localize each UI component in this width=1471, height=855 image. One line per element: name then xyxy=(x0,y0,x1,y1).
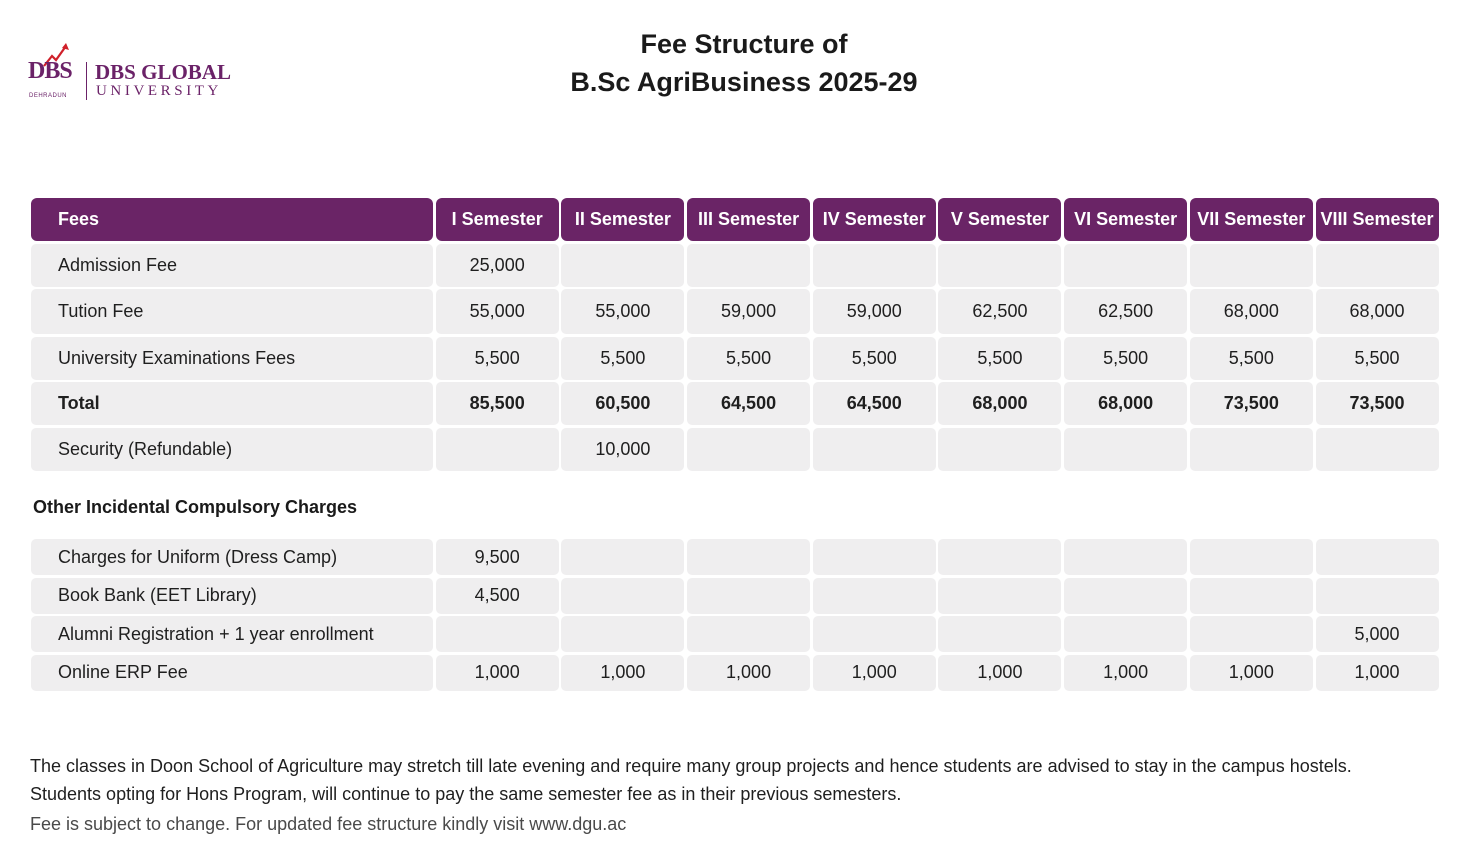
table-cell: 4,500 xyxy=(436,578,559,614)
table-cell xyxy=(813,616,936,652)
row-label-total: Total xyxy=(31,382,433,425)
other-charges-heading: Other Incidental Compulsory Charges xyxy=(33,497,358,517)
header-semester-3: III Semester xyxy=(687,198,810,241)
table-cell xyxy=(1190,428,1313,471)
fee-table xyxy=(31,198,1439,471)
page-title-line-1: Fee Structure of xyxy=(640,29,848,59)
table-cell xyxy=(687,428,810,471)
table-cell xyxy=(687,616,810,652)
table-cell xyxy=(1316,244,1439,287)
header-semester-2: II Semester xyxy=(561,198,684,241)
table-cell: 5,000 xyxy=(1316,616,1439,652)
table-cell xyxy=(813,244,936,287)
table-cell: 62,500 xyxy=(1064,289,1187,334)
table-cell xyxy=(436,616,559,652)
table-cell xyxy=(687,539,810,575)
table-cell: 5,500 xyxy=(813,337,936,380)
table-cell xyxy=(938,539,1061,575)
table-cell xyxy=(1064,428,1187,471)
table-cell: 5,500 xyxy=(938,337,1061,380)
table-cell xyxy=(1064,578,1187,614)
table-cell xyxy=(1316,428,1439,471)
logo-mark-text: DBS xyxy=(28,58,72,84)
page-title-line-2: B.Sc AgriBusiness 2025-29 xyxy=(570,67,918,97)
table-cell: 25,000 xyxy=(436,244,559,287)
table-cell: 1,000 xyxy=(687,655,810,691)
table-cell xyxy=(1064,244,1187,287)
table-cell xyxy=(813,539,936,575)
table-cell: 9,500 xyxy=(436,539,559,575)
table-cell xyxy=(938,578,1061,614)
table-cell: 1,000 xyxy=(1316,655,1439,691)
other-charges-table xyxy=(31,539,1439,691)
table-cell: 5,500 xyxy=(1316,337,1439,380)
table-cell xyxy=(1190,616,1313,652)
header-semester-8: VIII Semester xyxy=(1316,198,1439,241)
table-cell: 5,500 xyxy=(687,337,810,380)
header-semester-5: V Semester xyxy=(938,198,1061,241)
header-semester-6: VI Semester xyxy=(1064,198,1187,241)
table-cell: 1,000 xyxy=(561,655,684,691)
total-cell: 68,000 xyxy=(1064,382,1187,425)
total-cell: 64,500 xyxy=(813,382,936,425)
row-label-tution-fee: Tution Fee xyxy=(31,289,433,334)
table-cell: 5,500 xyxy=(561,337,684,380)
total-cell: 64,500 xyxy=(687,382,810,425)
table-cell: 62,500 xyxy=(938,289,1061,334)
note-hons-program: Students opting for Hons Program, will continue to pay the same semester fee as in their previous semesters. xyxy=(30,784,902,804)
table-cell xyxy=(1190,244,1313,287)
table-cell xyxy=(561,244,684,287)
table-cell: 59,000 xyxy=(687,289,810,334)
table-cell: 10,000 xyxy=(561,428,684,471)
total-cell: 60,500 xyxy=(561,382,684,425)
table-cell xyxy=(938,244,1061,287)
table-cell xyxy=(1190,578,1313,614)
table-cell xyxy=(1190,539,1313,575)
total-cell: 73,500 xyxy=(1316,382,1439,425)
table-cell: 59,000 xyxy=(813,289,936,334)
table-cell xyxy=(813,578,936,614)
logo-name-text: DBS GLOBAL xyxy=(95,60,231,84)
table-cell: 1,000 xyxy=(436,655,559,691)
table-cell xyxy=(1316,539,1439,575)
table-cell xyxy=(561,616,684,652)
row-label-uniform: Charges for Uniform (Dress Camp) xyxy=(31,539,433,575)
table-cell: 1,000 xyxy=(938,655,1061,691)
table-cell: 55,000 xyxy=(436,289,559,334)
note-fee-change: Fee is subject to change. For updated fee structure kindly visit www.dgu.ac xyxy=(30,814,627,834)
note-hostel-advice: The classes in Doon School of Agriculture may stretch till late evening and require many group projects and hence students are advised to stay in the campus hostels. xyxy=(30,756,1352,776)
table-cell: 68,000 xyxy=(1190,289,1313,334)
table-cell xyxy=(687,578,810,614)
table-cell: 1,000 xyxy=(813,655,936,691)
table-cell xyxy=(1064,539,1187,575)
row-label-security: Security (Refundable) xyxy=(31,428,433,471)
table-cell xyxy=(1064,616,1187,652)
total-cell: 73,500 xyxy=(1190,382,1313,425)
table-cell xyxy=(561,578,684,614)
table-cell xyxy=(687,244,810,287)
row-label-admission-fee: Admission Fee xyxy=(31,244,433,287)
total-cell: 68,000 xyxy=(938,382,1061,425)
table-cell: 68,000 xyxy=(1316,289,1439,334)
logo-subtitle-text: UNIVERSITY xyxy=(96,83,222,99)
total-cell: 85,500 xyxy=(436,382,559,425)
table-cell xyxy=(436,428,559,471)
row-label-exam-fees: University Examinations Fees xyxy=(31,337,433,380)
table-cell: 1,000 xyxy=(1064,655,1187,691)
row-label-online-erp-fee: Online ERP Fee xyxy=(31,655,433,691)
row-label-book-bank: Book Bank (EET Library) xyxy=(31,578,433,614)
table-cell: 5,500 xyxy=(436,337,559,380)
logo-city-text: DEHRADUN xyxy=(29,93,68,99)
table-cell: 5,500 xyxy=(1190,337,1313,380)
table-cell xyxy=(1316,578,1439,614)
header-fees: Fees xyxy=(31,198,433,241)
table-cell xyxy=(561,539,684,575)
table-cell: 5,500 xyxy=(1064,337,1187,380)
header-semester-1: I Semester xyxy=(436,198,559,241)
table-cell: 1,000 xyxy=(1190,655,1313,691)
table-cell xyxy=(938,428,1061,471)
row-label-alumni-registration: Alumni Registration + 1 year enrollment xyxy=(31,616,433,652)
table-cell xyxy=(813,428,936,471)
header-semester-7: VII Semester xyxy=(1190,198,1313,241)
table-cell xyxy=(938,616,1061,652)
table-cell: 55,000 xyxy=(561,289,684,334)
header-semester-4: IV Semester xyxy=(813,198,936,241)
